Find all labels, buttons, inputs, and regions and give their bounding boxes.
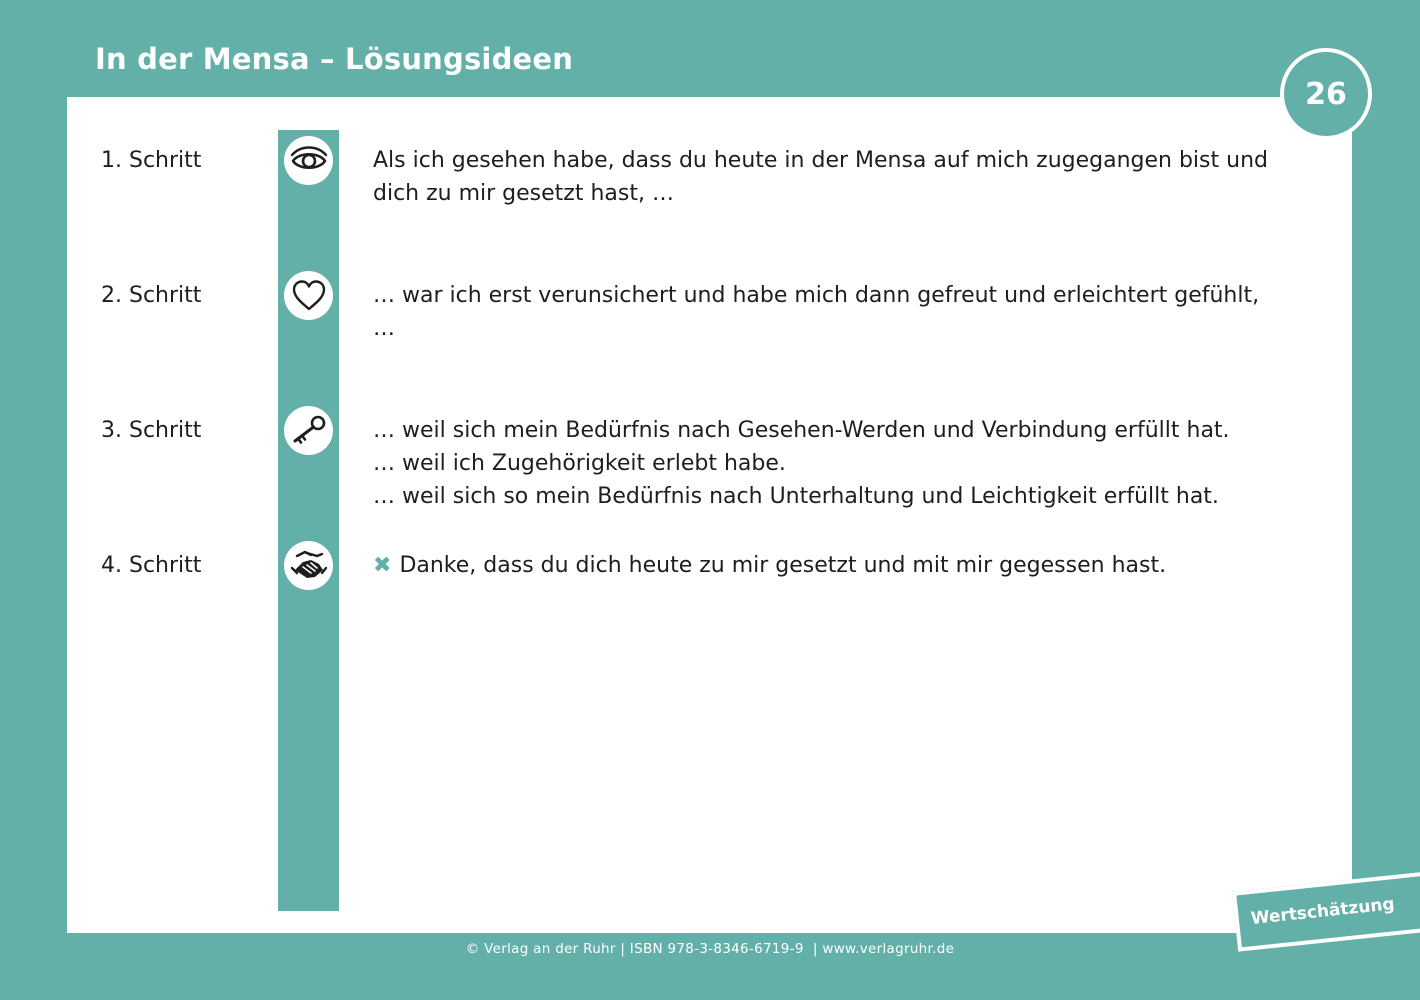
handshake-icon bbox=[284, 541, 333, 590]
step-text bbox=[373, 414, 1273, 513]
step-text-line: … weil sich so mein Bedürfnis nach Unterhaltung und Leichtigkeit erfüllt hat. bbox=[373, 484, 1219, 509]
icon-strip bbox=[278, 130, 339, 911]
step-text-line bbox=[373, 549, 1273, 582]
step-text-line: … weil sich mein Bedürfnis nach Gesehen-Werden und Verbindung erfüllt hat. bbox=[373, 418, 1230, 443]
step-text bbox=[373, 144, 1273, 210]
step-text-line: … war ich erst verunsichert und habe mich dann gefreut und erleichtert gefühlt, … bbox=[373, 283, 1260, 341]
heart-icon bbox=[284, 271, 333, 320]
step-label: 1. Schritt bbox=[101, 148, 202, 173]
step-label: 2. Schritt bbox=[101, 283, 202, 308]
page-number-badge: 26 bbox=[1280, 48, 1372, 140]
step-label: 4. Schritt bbox=[101, 553, 202, 578]
step-text bbox=[373, 549, 1273, 582]
key-icon bbox=[284, 406, 333, 455]
step-text bbox=[373, 279, 1273, 345]
step-text-line-content: Danke, dass du dich heute zu mir gesetzt und mit mir gegessen hast. bbox=[399, 553, 1167, 578]
page-title: In der Mensa – Lösungsideen bbox=[95, 42, 574, 76]
cross-icon: ✖ bbox=[373, 553, 392, 578]
step-text-line: Als ich gesehen habe, dass du heute in der Mensa auf mich zugegangen bist und dich zu mir gesetzt hast, … bbox=[373, 148, 1268, 206]
content-card bbox=[67, 97, 1352, 933]
footer-credits: © Verlag an der Ruhr | ISBN 978-3-8346-6719-9 | www.verlagruhr.de bbox=[465, 941, 955, 957]
step-text-line: … weil ich Zugehörigkeit erlebt habe. bbox=[373, 451, 786, 476]
eye-icon bbox=[284, 136, 333, 185]
topic-tag-label: Wertschätzung bbox=[1249, 894, 1396, 930]
step-label: 3. Schritt bbox=[101, 418, 202, 443]
